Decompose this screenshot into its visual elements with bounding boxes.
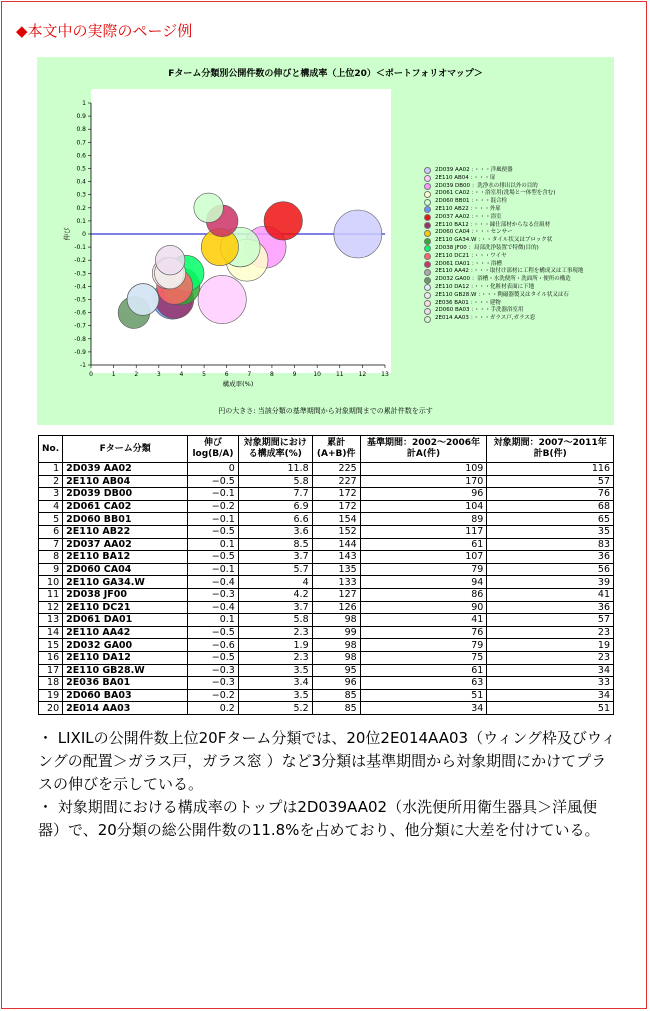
table-cell: 7 [39, 538, 63, 551]
table-cell: 0.1 [188, 538, 239, 551]
legend-item [424, 253, 609, 261]
table-row [39, 551, 614, 564]
x-tick-label: 7 [247, 371, 252, 378]
table-cell: 3.7 [238, 601, 312, 614]
legend-swatch [424, 199, 431, 206]
table-cell: 98 [312, 651, 360, 664]
table-cell: 126 [312, 601, 360, 614]
table-cell: 109 [360, 463, 487, 476]
table-cell: 2 [39, 475, 63, 488]
table-row [39, 576, 614, 589]
table-body [39, 463, 614, 715]
table-cell: 6.9 [238, 500, 312, 513]
legend-label: 2D061 CA02 ：・・浴室用(洗場と一体型を含む) [435, 190, 556, 197]
x-tick-label: 12 [358, 371, 367, 378]
y-tick-label: -0.8 [74, 335, 86, 343]
legend-item [424, 175, 609, 183]
table-row [39, 538, 614, 551]
table-cell: 227 [312, 475, 360, 488]
legend-item [424, 237, 609, 245]
table-cell: 143 [312, 551, 360, 564]
legend-label: 2D060 CA04 ：・・・センサー [435, 229, 513, 236]
x-tick-label: 2 [134, 371, 139, 378]
table-cell: 17 [39, 664, 63, 677]
y-tick-label: 0.5 [76, 165, 86, 173]
legend-label: 2D039 AA02 ：・・・洋風便器 [435, 167, 513, 173]
table-cell: 3.6 [238, 525, 312, 538]
legend-label: 2E110 AA42 ：・・・取付け部材に工程を構成又は工事現地 [435, 268, 584, 275]
table-cell: 8.5 [238, 538, 312, 551]
table-cell: 79 [360, 639, 487, 652]
legend-item [424, 315, 609, 323]
bubble [194, 193, 224, 223]
legend-swatch [424, 261, 431, 268]
fterm-code-cell: 2D039 AA02 [63, 463, 188, 476]
legend-item [424, 214, 609, 222]
legend-swatch [424, 292, 431, 299]
table-cell: 5.7 [238, 563, 312, 576]
y-tick-label: 0.1 [76, 217, 86, 225]
table-cell: 63 [360, 677, 487, 690]
table-cell: 1.9 [238, 639, 312, 652]
table-cell: 3.7 [238, 551, 312, 564]
legend-item [424, 284, 609, 292]
table-cell: 11.8 [238, 463, 312, 476]
table-cell: 35 [487, 525, 614, 538]
legend-item [424, 276, 609, 284]
table-cell: 4.2 [238, 588, 312, 601]
table-cell: 4 [39, 500, 63, 513]
y-tick-label: -0.9 [74, 348, 86, 356]
legend-swatch [424, 206, 431, 213]
table-header-row [39, 436, 614, 463]
legend-label: 2D037 AA02 ：・・・浴室 [435, 213, 502, 220]
table-cell: 172 [312, 488, 360, 501]
legend-label: 2E110 BA12 ：・・・縁仕部材からなる仕組材 [435, 221, 551, 228]
table-cell: 0.2 [188, 702, 239, 715]
table-header-cell: 累計 (A+B)件 [312, 436, 360, 463]
table-cell: 14 [39, 626, 63, 639]
table-cell: 172 [312, 500, 360, 513]
fterm-code-cell: 2E036 BA01 [63, 677, 188, 690]
paragraph-2: ・ 対象期間における構成率のトップは2D039AA02（水洗便所用衛生器具＞洋風便器）で、20分類の総公開件数の11.8%を占めており、他分類に大差を付けている。 [38, 798, 600, 839]
bubble [127, 284, 159, 316]
table-cell: 225 [312, 463, 360, 476]
table-row [39, 614, 614, 627]
bubble [334, 210, 382, 258]
y-tick-label: -0.2 [74, 257, 86, 265]
paragraph-1: ・ LIXILの公開件数上位20Fターム分類では、20位2E014AA03（ウィング枠及びウィングの配置＞ガラス戸，ガラス窓 ）など3分類は基準期間から対象期間にかけてプラスの伸びを示している。 [38, 729, 616, 793]
table-cell: 10 [39, 576, 63, 589]
legend-swatch [424, 316, 431, 323]
table-cell: 57 [487, 475, 614, 488]
y-tick-label: 1 [82, 100, 86, 107]
table-cell: 2.3 [238, 626, 312, 639]
table-row [39, 513, 614, 526]
y-tick-label: -0.6 [74, 309, 86, 317]
table-cell: −0.5 [188, 626, 239, 639]
table-cell: −0.1 [188, 563, 239, 576]
x-tick-label: 3 [156, 371, 161, 378]
table-cell: −0.4 [188, 601, 239, 614]
fterm-code-cell: 2D060 CA04 [63, 563, 188, 576]
body-text [38, 727, 618, 842]
table-cell: 1 [39, 463, 63, 476]
table-cell: 5.8 [238, 614, 312, 627]
table-cell: 36 [487, 551, 614, 564]
fterm-code-cell: 2D061 DA01 [63, 614, 188, 627]
table-cell: −0.3 [188, 664, 239, 677]
table-cell: 170 [360, 475, 487, 488]
x-tick-label: 6 [224, 371, 229, 378]
x-axis-label: 構成率(%) [222, 380, 254, 388]
table-cell: 2.3 [238, 651, 312, 664]
x-tick-label: 10 [313, 371, 321, 378]
x-tick-label: 1 [111, 371, 116, 378]
table-row [39, 664, 614, 677]
y-tick-label: -0.7 [74, 322, 86, 330]
bubble [198, 275, 246, 323]
table-cell: 5.8 [238, 475, 312, 488]
table-cell: 36 [487, 601, 614, 614]
table-row [39, 563, 614, 576]
y-tick-label: 0.4 [76, 178, 86, 186]
table-cell: 7.7 [238, 488, 312, 501]
fterm-table [38, 435, 614, 715]
table-cell: −0.1 [188, 488, 239, 501]
table-cell: 51 [360, 689, 487, 702]
legend-label: 2E110 GB28.W ：・・・陶磁器製又はタイル状又は石 [435, 291, 569, 298]
y-tick-label: 0.6 [76, 152, 86, 160]
table-cell: 68 [487, 500, 614, 513]
fterm-code-cell: 2E110 AB22 [63, 525, 188, 538]
fterm-code-cell: 2D037 AA02 [63, 538, 188, 551]
fterm-code-cell: 2E110 GB28.W [63, 664, 188, 677]
chart-title: Fターム分類別公開件数の伸びと構成率（上位20）＜ポートフォリオマップ＞ [168, 69, 483, 79]
page-title: ◆本文中の実際のページ例 [16, 22, 193, 40]
table-header-cell: No. [39, 436, 63, 463]
table-cell: −0.5 [188, 651, 239, 664]
table-cell: 127 [312, 588, 360, 601]
legend-item [424, 229, 609, 237]
table-cell: 3.5 [238, 689, 312, 702]
table-cell: 15 [39, 639, 63, 652]
table-cell: −0.3 [188, 588, 239, 601]
legend-swatch [424, 230, 431, 237]
table-cell: 34 [487, 689, 614, 702]
legend-label: 2D032 GA00 ：浴槽・水洗便所・洗面所・便所の構造 [435, 276, 571, 283]
y-axis-label: 伸び [63, 227, 71, 241]
legend-swatch [424, 269, 431, 276]
table-cell: 0 [188, 463, 239, 476]
table-cell: 95 [312, 664, 360, 677]
table-cell: 34 [360, 702, 487, 715]
legend-swatch [424, 175, 431, 182]
fterm-code-cell: 2D038 JF00 [63, 588, 188, 601]
table-cell: −0.6 [188, 639, 239, 652]
table-cell: 152 [312, 525, 360, 538]
legend-swatch [424, 167, 431, 174]
legend-swatch [424, 277, 431, 284]
table-header-cell: 対象期間：2007～2011年 計B(件) [487, 436, 614, 463]
table-cell: 61 [360, 664, 487, 677]
table-cell: 96 [360, 488, 487, 501]
table-cell: 9 [39, 563, 63, 576]
legend-label: 2D060 BA03 ：・・・手洗器浴室用 [435, 307, 524, 314]
table-cell: 94 [360, 576, 487, 589]
y-tick-label: -0.3 [74, 270, 86, 278]
table-row [39, 651, 614, 664]
table-header-cell: 伸び log(B/A) [188, 436, 239, 463]
table-header-cell: 対象期間におけ る構成率(%) [238, 436, 312, 463]
legend-label: 2E036 BA01 ：・・・建物 [435, 299, 501, 306]
table-cell: 98 [312, 614, 360, 627]
table-cell: 133 [312, 576, 360, 589]
table-cell: 56 [487, 563, 614, 576]
legend-label: 2E110 AB22 ：・・・外扉 [435, 205, 501, 212]
legend-item [424, 268, 609, 276]
fterm-code-cell: 2E110 GA34.W [63, 576, 188, 589]
y-tick-label: 0.3 [76, 191, 86, 199]
legend-label: 2E110 AB04 ：・・・扉 [435, 174, 496, 181]
legend-label: 2D038 JF00 ：局部洗浄装置で特徴(目的) [435, 244, 539, 251]
fterm-code-cell: 2E110 AA42 [63, 626, 188, 639]
table-row [39, 626, 614, 639]
bubble [264, 202, 302, 240]
x-tick-label: 4 [179, 371, 184, 378]
table-cell: 6 [39, 525, 63, 538]
table-cell: 34 [487, 664, 614, 677]
table-cell: 99 [312, 626, 360, 639]
legend-label: 2E014 AA03 ：・・・ガラス戸,ガラス窓 [435, 315, 536, 322]
fterm-code-cell: 2D032 GA00 [63, 639, 188, 652]
fterm-code-cell: 2D039 DB00 [63, 488, 188, 501]
fterm-code-cell: 2D061 CA02 [63, 500, 188, 513]
table-cell: 33 [487, 677, 614, 690]
fterm-code-cell: 2E110 BA12 [63, 551, 188, 564]
table-row [39, 488, 614, 501]
table-cell: 20 [39, 702, 63, 715]
table-cell: 65 [487, 513, 614, 526]
table-cell: 41 [360, 614, 487, 627]
legend-item [424, 198, 609, 206]
table-cell: 79 [360, 563, 487, 576]
table-cell: 76 [360, 626, 487, 639]
x-tick-label: 9 [292, 371, 297, 378]
legend-item [424, 292, 609, 300]
table-row [39, 475, 614, 488]
table-cell: 98 [312, 639, 360, 652]
table-cell: 51 [487, 702, 614, 715]
fterm-code-cell: 2E110 DC21 [63, 601, 188, 614]
legend-swatch [424, 191, 431, 198]
table-cell: −0.5 [188, 475, 239, 488]
chart-caption: 円の大きさ: 当該分類の基準期間から対象期間までの累計件数を示す [218, 407, 433, 415]
chart-legend [424, 167, 609, 323]
table-cell: −0.2 [188, 500, 239, 513]
table-row [39, 500, 614, 513]
table-header-cell: Fターム分類 [63, 436, 188, 463]
table-cell: 3.4 [238, 677, 312, 690]
table-cell: 104 [360, 500, 487, 513]
legend-swatch [424, 245, 431, 252]
legend-label: 2E110 DC21 ：・・・ワイヤ [435, 252, 507, 259]
y-tick-label: 0 [82, 231, 86, 238]
table-cell: 107 [360, 551, 487, 564]
table-cell: 23 [487, 626, 614, 639]
table-cell: 12 [39, 601, 63, 614]
legend-swatch [424, 253, 431, 260]
table-cell: 86 [360, 588, 487, 601]
table-cell: 19 [39, 689, 63, 702]
x-tick-label: 11 [335, 371, 344, 378]
table-row [39, 463, 614, 476]
x-tick-label: 8 [270, 371, 274, 378]
legend-swatch [424, 284, 431, 291]
table-row [39, 588, 614, 601]
table-cell: 154 [312, 513, 360, 526]
legend-item [424, 245, 609, 253]
table-cell: 23 [487, 651, 614, 664]
table-cell: 3 [39, 488, 63, 501]
fterm-code-cell: 2E014 AA03 [63, 702, 188, 715]
y-tick-label: 0.8 [76, 126, 86, 134]
table-cell: 16 [39, 651, 63, 664]
chart-panel [37, 57, 614, 425]
bubble [155, 245, 185, 275]
table-cell: 76 [487, 488, 614, 501]
fterm-code-cell: 2D060 BA03 [63, 689, 188, 702]
legend-swatch [424, 300, 431, 307]
table-cell: −0.5 [188, 551, 239, 564]
table-cell: 5 [39, 513, 63, 526]
y-tick-label: -0.4 [74, 283, 86, 291]
legend-label: 2E110 DA12 ：・・・化粧材表面に下地 [435, 283, 535, 290]
table-cell: −0.5 [188, 525, 239, 538]
table-cell: 18 [39, 677, 63, 690]
legend-item [424, 206, 609, 214]
table-cell: −0.3 [188, 677, 239, 690]
table-cell: 90 [360, 601, 487, 614]
table-cell: 75 [360, 651, 487, 664]
y-tick-label: 0.2 [76, 204, 86, 212]
fterm-code-cell: 2E110 AB04 [63, 475, 188, 488]
table-cell: 11 [39, 588, 63, 601]
table-row [39, 677, 614, 690]
x-tick-label: 5 [202, 371, 206, 378]
table-cell: −0.4 [188, 576, 239, 589]
table-cell: 39 [487, 576, 614, 589]
y-tick-label: 0.7 [76, 139, 86, 147]
y-tick-label: -0.1 [74, 244, 86, 252]
table-cell: 19 [487, 639, 614, 652]
table-row [39, 525, 614, 538]
table-cell: 4 [238, 576, 312, 589]
legend-swatch [424, 308, 431, 315]
legend-swatch [424, 183, 431, 190]
table-cell: 41 [487, 588, 614, 601]
table-cell: 135 [312, 563, 360, 576]
table-cell: 0.1 [188, 614, 239, 627]
table-cell: 89 [360, 513, 487, 526]
table-cell: 85 [312, 689, 360, 702]
table-cell: 3.5 [238, 664, 312, 677]
x-tick-label: 0 [89, 371, 93, 378]
y-tick-label: -0.5 [74, 296, 86, 304]
table-cell: 5.2 [238, 702, 312, 715]
table-cell: 117 [360, 525, 487, 538]
legend-swatch [424, 238, 431, 245]
table-row [39, 702, 614, 715]
table-cell: 96 [312, 677, 360, 690]
x-tick-label: 13 [381, 371, 389, 378]
table-cell: −0.1 [188, 513, 239, 526]
legend-item [424, 307, 609, 315]
y-tick-label: -1 [80, 362, 86, 369]
legend-label: 2D039 DB00 ：洗浄水の排出以外の目的 [435, 182, 538, 189]
table-cell: 61 [360, 538, 487, 551]
table-cell: 144 [312, 538, 360, 551]
table-cell: 13 [39, 614, 63, 627]
legend-label: 2D061 DA01 ：・・・浴槽 [435, 260, 502, 267]
table-cell: 8 [39, 551, 63, 564]
table-row [39, 601, 614, 614]
legend-label: 2D060 BB01 ：・・・混合栓 [435, 198, 508, 205]
fterm-code-cell: 2D060 BB01 [63, 513, 188, 526]
legend-swatch [424, 214, 431, 221]
fterm-code-cell: 2E110 DA12 [63, 651, 188, 664]
table-cell: 6.6 [238, 513, 312, 526]
table-row [39, 639, 614, 652]
table-cell: −0.2 [188, 689, 239, 702]
table-row [39, 689, 614, 702]
table-cell: 85 [312, 702, 360, 715]
table-header-cell: 基準期間：2002～2006年 計A(件) [360, 436, 487, 463]
table-cell: 83 [487, 538, 614, 551]
table-cell: 116 [487, 463, 614, 476]
legend-item [424, 167, 609, 175]
legend-swatch [424, 222, 431, 229]
y-tick-label: 0.9 [76, 113, 86, 121]
legend-label: 2E110 GA34.W ：・・タイル状又はブロック状 [435, 237, 553, 244]
table-cell: 57 [487, 614, 614, 627]
